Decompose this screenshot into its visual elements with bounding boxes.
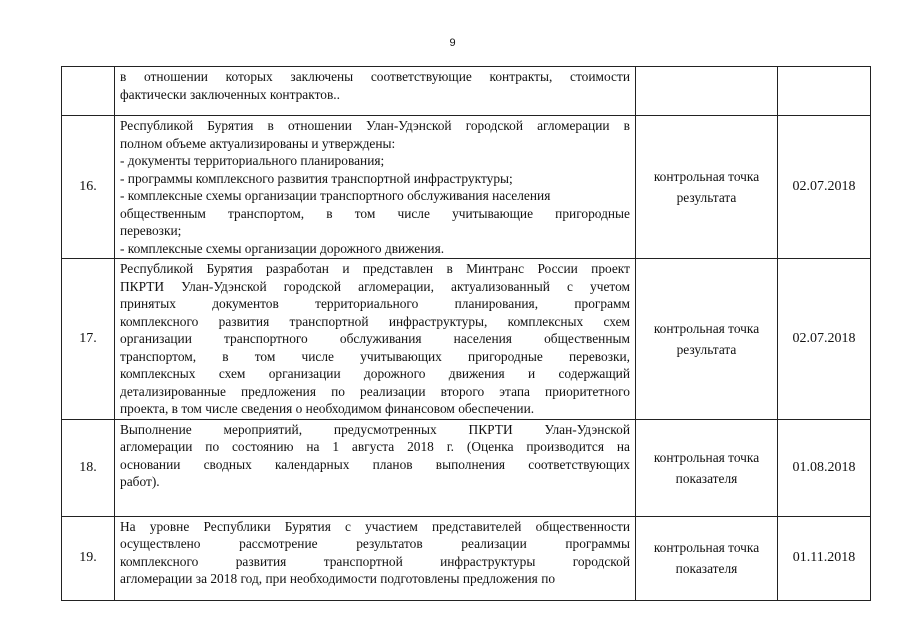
- row-number: 17.: [62, 259, 115, 420]
- description-line: фактически заключенных контрактов..: [120, 86, 340, 102]
- checkpoint-date: 02.07.2018: [778, 116, 871, 259]
- row-description: [115, 116, 636, 259]
- description-line: Республикой Бурятия в отношении Улан-Удэнской городской агломерации в: [120, 118, 630, 133]
- description-line: принятых документов территориального планирования, программ: [120, 296, 630, 311]
- checkpoint-date: 01.11.2018: [778, 516, 871, 600]
- description-line: перевозки;: [120, 223, 182, 238]
- row-number: 16.: [62, 116, 115, 259]
- checkpoint-type: контрольная точка результата: [636, 116, 778, 259]
- description-line: Республикой Бурятия разработан и представлен в Минтранс России проект: [120, 261, 630, 276]
- description-line: - документы территориального планирования;: [120, 153, 385, 168]
- table-row: [62, 116, 871, 259]
- description-line: организации транспортного обслуживания населения общественным: [120, 331, 630, 346]
- description-line: детализированные предложения по реализации второго этапа приоритетного: [120, 383, 630, 399]
- description-line: агломерации за 2018 год, при необходимости подготовлены предложения по: [120, 571, 556, 586]
- row-description: [115, 419, 636, 516]
- description-line: На уровне Республики Бурятия с участием представителей общественности: [120, 518, 630, 534]
- checkpoint-date: 02.07.2018: [778, 259, 871, 420]
- description-line: комплексного развития транспортной инфраструктуры городской: [120, 553, 630, 569]
- description-line: осуществлено рассмотрение результатов реализации программы: [120, 536, 630, 551]
- description-line: Выполнение мероприятий, предусмотренных ПКРТИ Улан-Удэнской: [120, 421, 630, 437]
- checkpoint-date: [778, 67, 871, 116]
- row-number: 18.: [62, 419, 115, 516]
- row-description: [115, 516, 636, 600]
- description-line: в отношении которых заключены соответствующие контракты, стоимости: [120, 69, 630, 84]
- description-line: общественным транспортом, в том числе учитывающие пригородные: [120, 205, 630, 221]
- description-line: - программы комплексного развития транспортной инфраструктуры;: [120, 170, 513, 186]
- table-row: [62, 516, 871, 600]
- description-line: - комплексные схемы организации транспортного обслуживания населения: [120, 188, 551, 203]
- checkpoints-table: [61, 66, 871, 601]
- description-line: агломерации по состоянию на 1 августа 2018 г. (Оценка производится на: [120, 439, 630, 454]
- description-line: полном объеме актуализированы и утверждены:: [120, 135, 396, 151]
- table-row: [62, 419, 871, 516]
- description-line: основании сводных календарных планов выполнения соответствующих: [120, 456, 630, 472]
- description-line: транспортом, в том числе учитывающих пригородные перевозки,: [120, 348, 630, 364]
- description-line: комплексного развития транспортной инфраструктуры, комплексных схем: [120, 313, 630, 329]
- row-number: [62, 67, 115, 116]
- description-line: проекта, в том числе сведения о необходимом финансовом обеспечении.: [120, 401, 535, 416]
- table-row: [62, 259, 871, 420]
- checkpoint-type: [636, 67, 778, 116]
- checkpoint-type: контрольная точка показателя: [636, 516, 778, 600]
- row-description: [115, 259, 636, 420]
- checkpoint-type: контрольная точка показателя: [636, 419, 778, 516]
- row-number: 19.: [62, 516, 115, 600]
- checkpoint-type: контрольная точка результата: [636, 259, 778, 420]
- description-line: - комплексные схемы организации дорожного движения.: [120, 240, 445, 256]
- table-row: [62, 67, 871, 116]
- description-line: работ).: [120, 474, 160, 489]
- checkpoint-date: 01.08.2018: [778, 419, 871, 516]
- row-description: [115, 67, 636, 116]
- description-line: комплексных схем организации дорожного движения и содержащий: [120, 366, 630, 381]
- description-line: ПКРТИ Улан-Удэнской городской агломерации, актуализованный с учетом: [120, 278, 630, 294]
- page-number: 9: [449, 37, 456, 49]
